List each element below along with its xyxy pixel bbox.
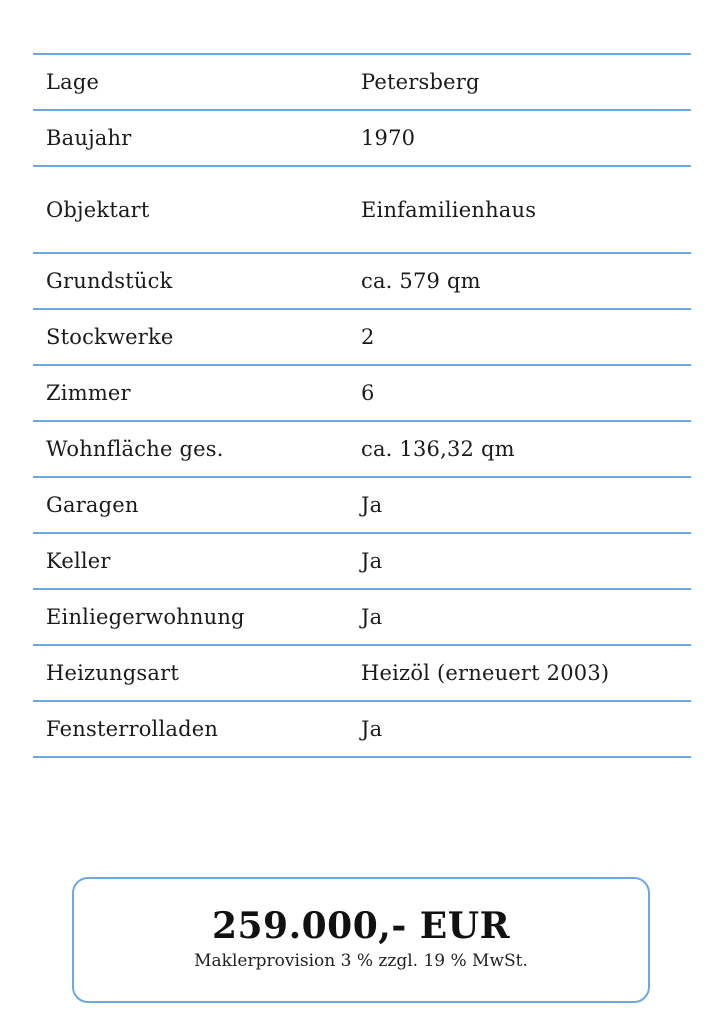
table-row-fensterrolladen xyxy=(33,702,691,758)
row-value: 1970 xyxy=(361,126,416,150)
table-row-garagen xyxy=(33,478,691,534)
table-row-objektart xyxy=(33,167,691,254)
table-row-wohnflaeche xyxy=(33,422,691,478)
table-row-zimmer xyxy=(33,366,691,422)
row-value: Heizöl (erneuert 2003) xyxy=(361,661,610,685)
row-value: Ja xyxy=(361,549,383,573)
row-value: Ja xyxy=(361,717,383,741)
row-value: Einfamilienhaus xyxy=(361,197,537,222)
row-label: Heizungsart xyxy=(46,661,179,685)
row-label: Lage xyxy=(46,70,100,94)
row-label: Keller xyxy=(46,549,111,573)
row-label: Baujahr xyxy=(46,126,132,150)
table-row-lage xyxy=(33,55,691,111)
property-details-table xyxy=(33,53,691,758)
price-amount: 259.000,- EUR xyxy=(211,905,511,947)
row-value: Petersberg xyxy=(361,70,480,94)
table-row-baujahr xyxy=(33,111,691,167)
table-row-einliegerwohnung xyxy=(33,590,691,646)
row-label: Fensterrolladen xyxy=(46,717,219,741)
table-row-grundstueck xyxy=(33,254,691,310)
row-label: Einliegerwohnung xyxy=(46,605,245,629)
row-value: Ja xyxy=(361,605,383,629)
row-value: ca. 136,32 qm xyxy=(361,437,515,461)
row-label: Objektart xyxy=(46,197,150,222)
commission-note: Maklerprovision 3 % zzgl. 19 % MwSt. xyxy=(194,951,528,971)
table-row-stockwerke xyxy=(33,310,691,366)
row-label: Garagen xyxy=(46,493,139,517)
table-row-heizungsart xyxy=(33,646,691,702)
row-value: 6 xyxy=(361,381,375,405)
row-label: Wohnfläche ges. xyxy=(46,437,224,461)
row-value: 2 xyxy=(361,325,375,349)
row-label: Stockwerke xyxy=(46,325,174,349)
row-value: ca. 579 qm xyxy=(361,269,481,293)
table-row-keller xyxy=(33,534,691,590)
row-label: Grundstück xyxy=(46,269,173,293)
price-box xyxy=(72,877,650,1003)
row-label: Zimmer xyxy=(46,381,131,405)
row-value: Ja xyxy=(361,493,383,517)
